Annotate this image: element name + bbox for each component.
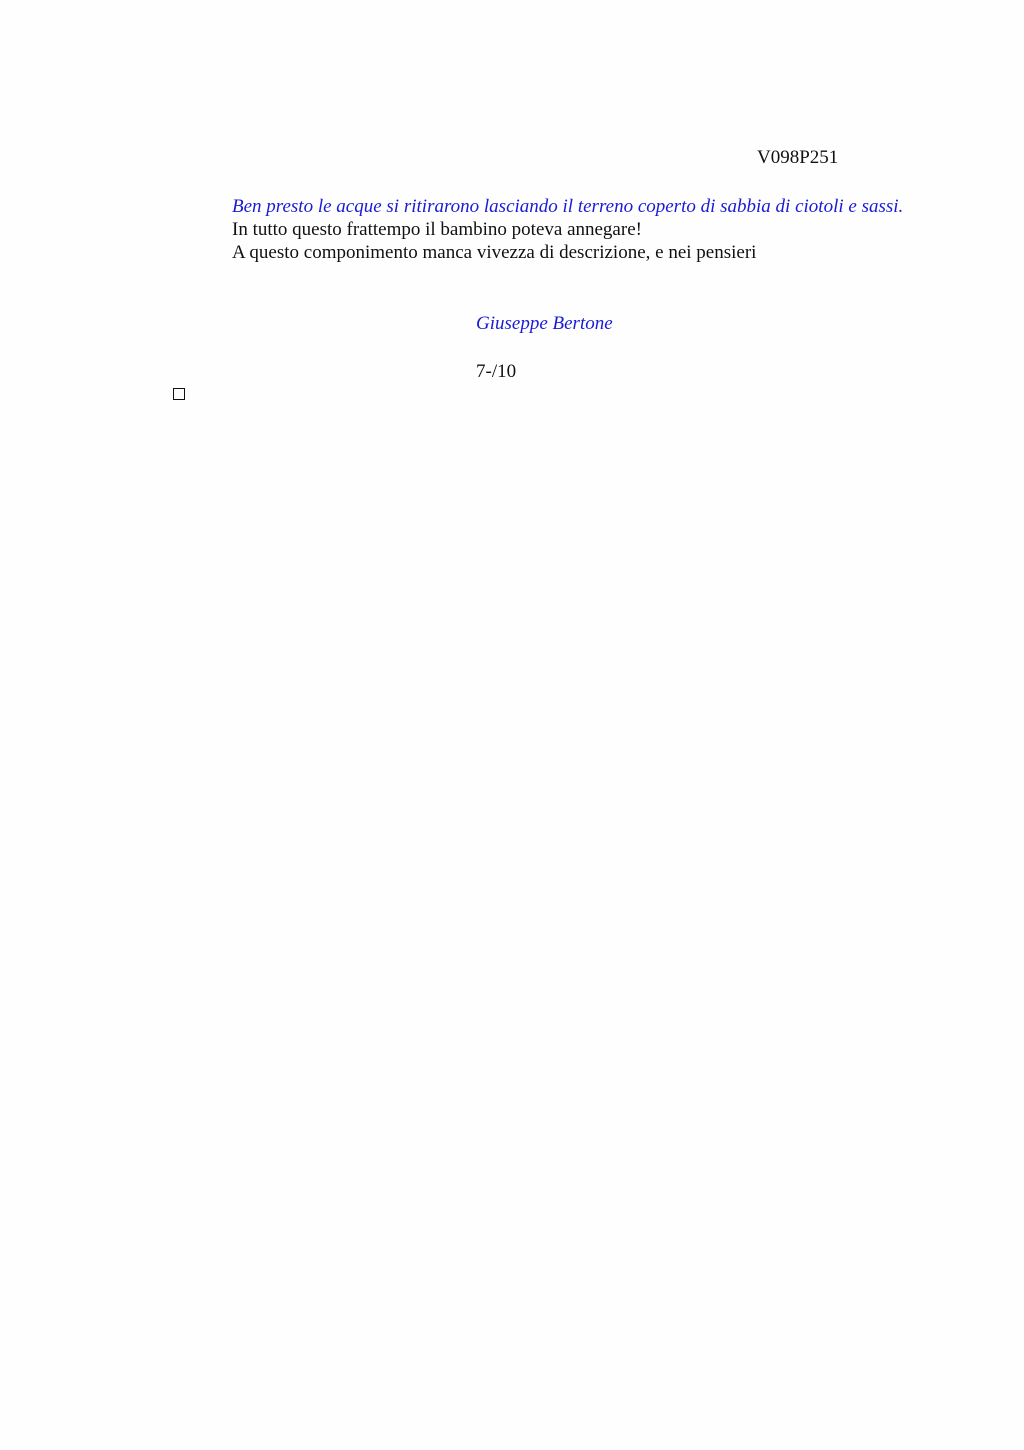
annotation-paragraph: Ben presto le acque si ritirarono lasciando il terreno coperto di sabbia di ciotoli e sassi. bbox=[232, 196, 904, 217]
document-id: V098P251 bbox=[757, 147, 839, 168]
grade-mark: 7-/10 bbox=[476, 361, 517, 382]
empty-checkbox-icon[interactable] bbox=[173, 388, 185, 400]
body-text bbox=[171, 195, 921, 264]
body-line-1: In tutto questo frattempo il bambino poteva annegare! bbox=[232, 219, 642, 240]
body-line-2: A questo componimento manca vivezza di descrizione, e nei pensieri bbox=[232, 242, 757, 263]
author-signature: Giuseppe Bertone bbox=[476, 313, 613, 334]
